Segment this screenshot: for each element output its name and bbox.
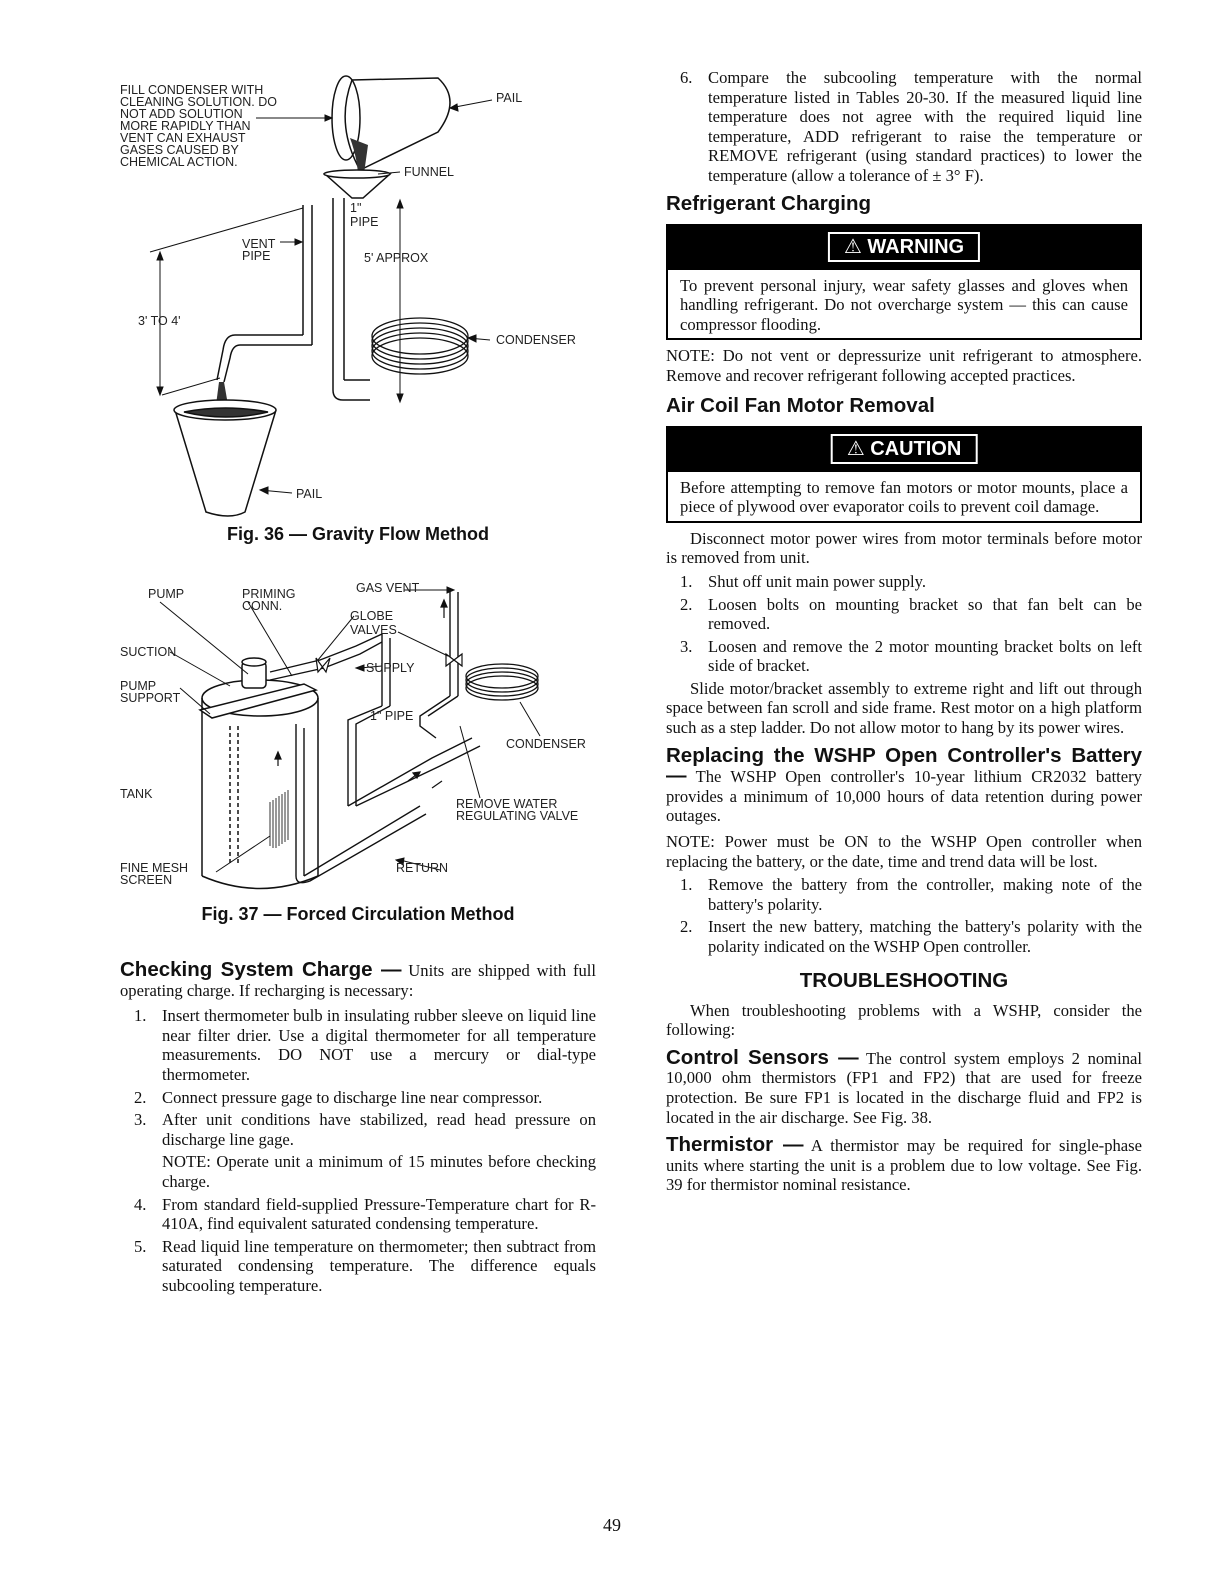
fan-motor-closing: Slide motor/bracket assembly to extreme right and lift out through space between fan scroll and side frame. Rest motor on a high platform such as a step ladder. Do not allow motor to hang by its power wires. — [666, 678, 1142, 738]
priming-label-2: CONN. — [242, 599, 283, 613]
pump-support-label-2: SUPPORT — [120, 691, 181, 705]
suction-label: SUCTION — [120, 645, 177, 659]
pail-top-label: PAIL — [496, 91, 523, 105]
caution-label: ⚠ CAUTION — [831, 434, 978, 464]
pail-bottom-label: PAIL — [296, 487, 323, 501]
remove-valve-label-2: REGULATING VALVE — [456, 809, 579, 823]
control-sensors-text: The control system employs 2 nominal 10,000 ohm thermistors (FP1 and FP2) that are used for freeze protection. Be sure FP1 is located in the discharge fluid and FP2 is located in the air discharge. See Fig. 38. — [666, 1048, 1142, 1127]
globe-valves-label-1: GLOBE — [350, 609, 394, 623]
battery-intro-text: The WSHP Open controller's 10-year lithium CR2032 battery provides a minimum of 10,000 hours of data retention during power outages. — [666, 767, 1142, 826]
refrigerant-charging-heading: Refrigerant Charging — [666, 191, 872, 215]
troubleshooting-heading: TROUBLESHOOTING — [799, 968, 1009, 992]
fan-motor-heading: Air Coil Fan Motor Removal — [666, 393, 935, 417]
fill-note-line-4: MORE RAPIDLY THAN — [120, 119, 251, 133]
pipe-1in-label-2: PIPE — [350, 215, 379, 229]
page-number: 49 — [603, 1515, 621, 1535]
vent-pipe-label-1: VENT — [242, 237, 276, 251]
fine-mesh-label-1: FINE MESH — [120, 861, 189, 875]
checking-charge-intro — [120, 960, 596, 1000]
list-item: 2. Connect pressure gage to discharge line near compressor. — [134, 1087, 543, 1107]
fine-mesh-screen — [270, 790, 288, 848]
figure-36 — [120, 60, 596, 560]
troubleshooting-intro: When troubleshooting problems with a WSHP, consider the following: — [666, 1000, 1142, 1040]
fill-note-line-1: FILL CONDENSER WITH — [120, 83, 264, 97]
fill-note-line-3: NOT ADD SOLUTION — [120, 107, 243, 121]
list-item: 3. Loosen and remove the 2 motor mounting bracket bolts on left side of bracket. — [680, 636, 1142, 676]
condenser-label: CONDENSER — [496, 333, 576, 347]
return-label: RETURN — [396, 861, 449, 875]
caution-box — [666, 426, 1142, 523]
pump-shape — [242, 658, 266, 688]
figure-37-caption: Fig. 37 — Forced Circulation Method — [201, 904, 515, 924]
battery-note: NOTE: Power must be ON to the WSHP Open controller when replacing the battery, or the date, time and trend data will be lost. — [666, 832, 1142, 871]
globe-valves-label-2: VALVES — [350, 623, 397, 637]
caution-text: Before attempting to remove fan motors or motor mounts, place a piece of plywood over evaporator coils to prevent coil damage. — [680, 477, 1128, 517]
list-item: 2. Insert the new battery, matching the battery's polarity with the polarity indicated on the WSHP Open controller. — [680, 917, 1142, 956]
figure-37 — [120, 576, 596, 936]
supply-label: SUPPLY — [366, 661, 415, 675]
gravity-flow-diagram — [120, 60, 596, 520]
priming-label-1: PRIMING — [242, 587, 296, 601]
list-item: 1. Remove the battery from the controller, making note of the battery's polarity. — [680, 875, 1142, 914]
checking-charge-intro-text: Units are shipped with full operating charge. If recharging is necessary: — [120, 961, 596, 1000]
funnel-label: FUNNEL — [404, 165, 455, 179]
condenser-coil — [372, 318, 468, 374]
bottom-pail-shape — [174, 400, 276, 516]
refrigerant-note: NOTE: Do not vent or depressurize unit refrigerant to atmosphere. Remove and recover refrigerant following accepted practices. — [666, 346, 1142, 385]
vent-pipe-label-2: PIPE — [242, 249, 271, 263]
checking-charge-section — [120, 960, 596, 1299]
thermistor-paragraph — [666, 1135, 1142, 1195]
pump-support-label-1: PUMP — [120, 679, 157, 693]
list-item: 1. Insert thermometer bulb in insulating rubber sleeve on liquid line near filter drier. Use a digital thermometer for all temperature measurements. DO NOT use a mercury or dial-type thermometer. — [134, 1006, 596, 1084]
checking-charge-heading: Checking System Charge — — [120, 958, 402, 981]
battery-steps — [666, 875, 1142, 956]
list-item: 4. From standard field-supplied Pressure-Temperature chart for R-410A, find equivalent saturated condensing temperature. — [134, 1194, 596, 1234]
checking-charge-note: NOTE: Operate unit a minimum of 15 minutes before checking charge. — [162, 1152, 596, 1191]
battery-intro — [666, 743, 1142, 826]
fine-mesh-label-2: SCREEN — [120, 873, 173, 887]
checking-charge-steps-cont — [120, 1195, 596, 1296]
checking-charge-step-6 — [666, 68, 1142, 186]
control-sensors-heading: Control Sensors — — [666, 1045, 859, 1069]
list-item: 2. Loosen bolts on mounting bracket so that fan belt can be removed. — [680, 594, 1142, 634]
warning-label: ⚠ WARNING — [828, 232, 980, 262]
gas-vent-label: GAS VENT — [356, 581, 420, 595]
condenser-label-37: CONDENSER — [506, 737, 586, 751]
approx-label: 5' APPROX — [364, 251, 429, 265]
fill-note-line-6: GASES CAUSED BY — [120, 143, 239, 157]
figure-36-caption: Fig. 36 — Gravity Flow Method — [226, 524, 490, 544]
remove-valve-label-1: REMOVE WATER — [456, 797, 558, 811]
height-label: 3' TO 4' — [138, 314, 181, 328]
condenser-coil-37 — [466, 664, 538, 700]
warning-text: To prevent personal injury, wear safety glasses and gloves when handling refrigerant. Do not overcharge system — this can cause compressor flooding. — [680, 275, 1128, 334]
list-item: 3. After unit conditions have stabilized, read head pressure on discharge line gage. — [134, 1110, 596, 1149]
battery-heading: Replacing the WSHP Open Controller's Battery — — [666, 743, 1142, 788]
pipe-1in-label-1: 1" — [350, 201, 362, 215]
list-item: 1. Shut off unit main power supply. — [680, 571, 927, 591]
fill-note-line-7: CHEMICAL ACTION. — [120, 155, 238, 169]
fill-note-line-5: VENT CAN EXHAUST — [120, 131, 246, 145]
tank-label: TANK — [120, 787, 153, 801]
checking-charge-steps — [120, 1006, 596, 1149]
list-item: 6. Compare the subcooling temperature with the normal temperature listed in Tables 20-30. If the measured liquid line temperature does not agree with the required liquid line temperature, ADD refrigerant to raise the temperature or REMOVE refrigerant (using standard practices) to lower the temperature (allow a tolerance of ± 3° F). — [680, 68, 1142, 185]
pipe-1in-label-37: 1" PIPE — [370, 709, 414, 723]
list-item: 5. Read liquid line temperature on thermometer; then subtract from saturated condensing temperature. The difference equals subcooling temperature. — [134, 1236, 596, 1295]
fan-motor-steps — [666, 572, 1142, 676]
warning-box — [666, 224, 1142, 341]
thermistor-text: A thermistor may be required for single-phase units where starting the unit is a problem due to low voltage. See Fig. 39 for thermistor nominal resistance. — [666, 1136, 1142, 1195]
forced-circulation-diagram — [120, 576, 596, 896]
fill-note-line-2: CLEANING SOLUTION. DO — [120, 95, 277, 109]
fan-motor-intro: Disconnect motor power wires from motor terminals before motor is removed from unit. — [666, 528, 1142, 568]
thermistor-heading: Thermistor — — [666, 1133, 804, 1157]
top-pail-shape — [332, 76, 450, 170]
pump-label: PUMP — [148, 587, 185, 601]
control-sensors-paragraph — [666, 1045, 1142, 1127]
